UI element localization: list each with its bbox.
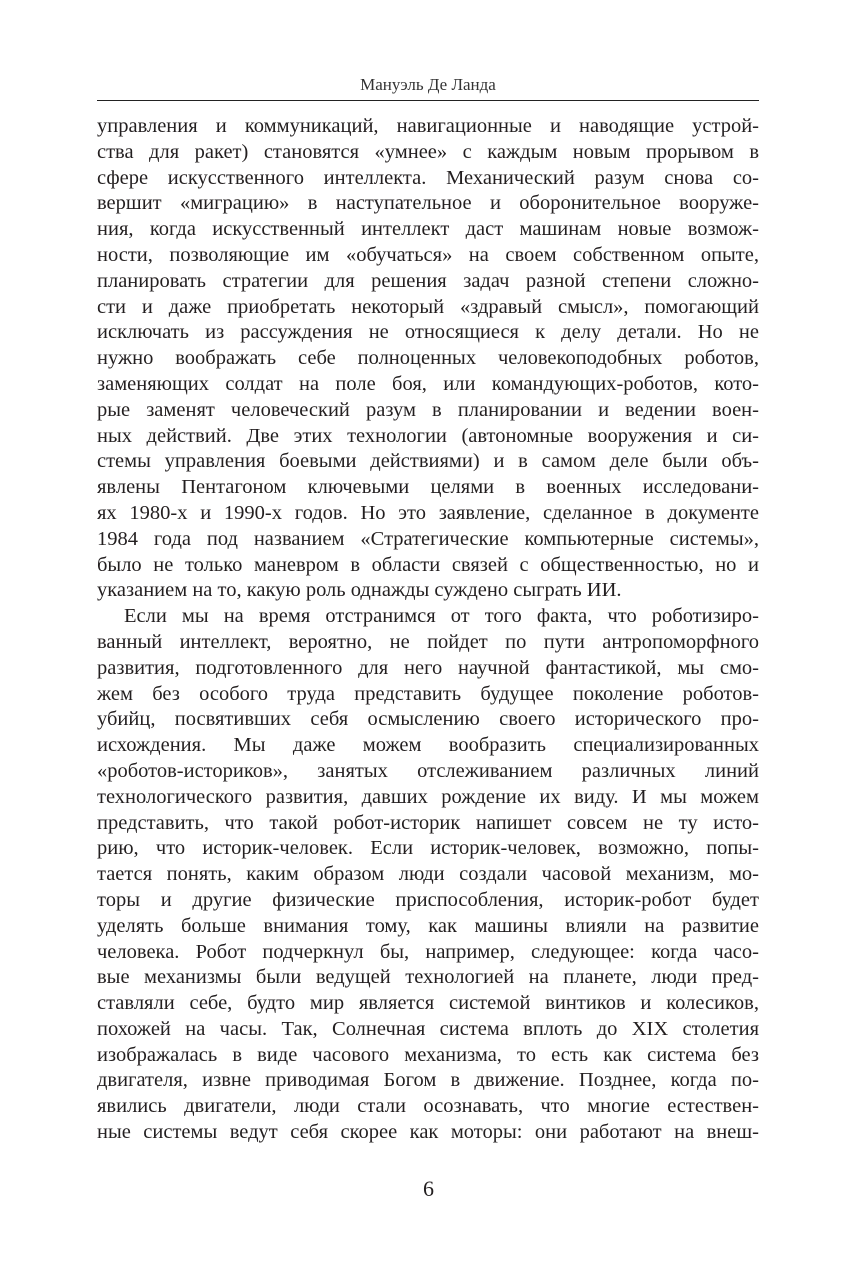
text-line: человека. Робот подчеркнул бы, например, следующее: когда часо- [97,940,759,963]
paragraph-2 [97,604,759,1146]
page-number: 6 [423,1176,434,1201]
paragraph-1 [97,114,759,604]
running-head: Мануэль Де Ланда [360,75,496,94]
text-line: «роботов-историков», занятых отслеживанием различных линий [97,759,759,782]
text-line: ности, позволяющие им «обучаться» на своем собственном опыте, [97,243,759,266]
text-line: рию, что историк-человек. Если историк-человек, возможно, попы- [97,837,759,860]
text-line: вые механизмы были ведущей технологией на планете, люди пред- [97,966,759,989]
text-line: явлены Пентагоном ключевыми целями в военных исследовани- [97,476,759,499]
text-line: торы и другие физические приспособления, историк-робот будет [97,888,759,911]
text-line: ных действий. Две этих технологии (автономные вооружения и си- [97,424,759,447]
text-line: технологического развития, давших рождение их виду. И мы можем [97,785,759,808]
text-line: заменяющих солдат на поле боя, или командующих-роботов, кото- [97,372,759,395]
text-line: тается понять, каким образом люди создали часовой механизм, мо- [97,863,759,886]
text-line: уделять больше внимания тому, как машины влияли на развитие [97,914,759,937]
text-line: явились двигатели, люди стали осознавать, что многие естествен- [97,1095,759,1118]
text-line: стемы управления боевыми действиями) и в самом деле были объ- [97,450,759,473]
text-line: было не только маневром в области связей с общественностью, но и [97,553,759,576]
text-line: изображалась в виде часового механизма, то есть как система без [97,1043,759,1066]
text-line: ства для ракет) становятся «умнее» с каждым новым прорывом в [97,140,759,163]
text-line: вершит «миграцию» в наступательное и оборонительное вооруже- [97,192,759,215]
text-line: исхождения. Мы даже можем вообразить специализированных [97,734,759,757]
text-line: ные системы ведут себя скорее как моторы: они работают на внеш- [97,1121,759,1144]
text-line: жем без особого труда представить будущее поколение роботов- [97,682,759,705]
text-line: планировать стратегии для решения задач разной степени сложно- [97,269,759,292]
text-line: похожей на часы. Так, Солнечная система вплоть до XIX столетия [97,1017,759,1040]
body-text [97,114,759,1146]
text-line: двигателя, извне приводимая Богом в движение. Позднее, когда по- [97,1069,759,1092]
text-line: убийц, посвятивших себя осмыслению своего исторического про- [97,708,759,731]
text-line: управления и коммуникаций, навигационные и наводящие устрой- [97,115,759,137]
header-rule [97,100,759,101]
text-line: указанием на то, какую роль однажды суждено сыграть ИИ. [97,579,622,602]
text-line: сти и даже приобретать некоторый «здравый смысл», помогающий [97,295,759,318]
text-line: сфере искусственного интеллекта. Механический разум снова со- [97,166,759,189]
text-line: представить, что такой робот-историк напишет совсем не ту исто- [97,811,759,834]
text-line: ставляли себе, будто мир является системой винтиков и колесиков, [97,992,759,1015]
text-line: развития, подготовленного для него научной фантастикой, мы смо- [97,656,759,679]
text-line: 1984 года под названием «Стратегические компьютерные системы», [97,527,759,550]
text-line: исключать из рассуждения не относящиеся к делу детали. Но не [97,321,759,344]
text-line: рые заменят человеческий разум в планировании и ведении воен- [97,398,759,421]
text-line: Если мы на время отстранимся от того факта, что роботизиро- [124,605,759,628]
text-line: нужно воображать себе полноценных человекоподобных роботов, [97,347,759,370]
text-line: ванный интеллект, вероятно, не пойдет по пути антропоморфного [97,630,759,653]
text-line: ния, когда искусственный интеллект даст машинам новые возмож- [97,218,759,241]
text-line: ях 1980-х и 1990-х годов. Но это заявление, сделанное в документе [97,501,759,524]
